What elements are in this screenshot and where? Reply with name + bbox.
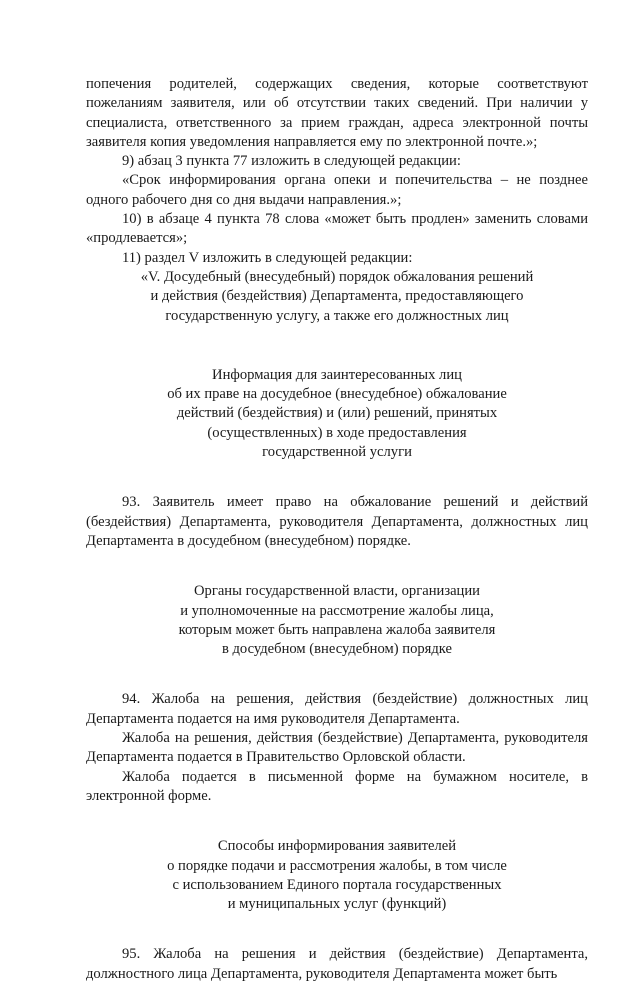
subheading-line: об их праве на досудебное (внесудебное) обжалование [167,386,507,403]
subheading-line: действий (бездействия) и (или) решений, принятых [176,405,498,422]
subheading-authorities [86,582,588,659]
section-v-heading-line: государственную услугу, а также его должностных лиц [165,307,509,324]
section-v-heading-line: и действия (бездействия) Департамента, предоставляющего [150,288,524,305]
subheading-informing-methods [86,837,588,914]
paragraph-item-10: 10) в абзаце 4 пункта 78 слова «может быть продлен» заменить словами «продлевается»; [86,211,588,247]
subheading-line: и уполномоченные на рассмотрение жалобы лица, [180,602,494,619]
section-v-heading [86,268,588,326]
subheading-line: Способы информирования заявителей [217,838,457,855]
paragraph-continuation: попечения родителей, содержащих сведения, которые соответствуют пожеланиям заявителя, или об отсутствии таких сведений. При наличии у специалиста, ответственного за прием граждан, адреса электронной почты заявителя копия уведомления направляется ему по электронной почте.»; [86,76,588,150]
paragraph-item-9: 9) абзац 3 пункта 77 изложить в следующей редакции: [122,153,461,170]
subheading-line: Органы государственной власти, организации [194,583,480,600]
paragraph-93: 93. Заявитель имеет право на обжалование решений и действий (бездействия) Департамента, руководителя Департамента, должностных лиц Департамента в досудебном (внесудебном) порядке. [86,494,588,549]
subheading-line: которым может быть направлена жалоба заявителя [178,621,496,638]
subheading-line: Информация для заинтересованных лиц [212,366,462,383]
subheading-line: государственной услуги [262,444,412,461]
paragraph-94: 94. Жалоба на решения, действия (бездействие) должностных лиц Департамента подается на имя руководителя Департамента. [86,691,588,727]
subheading-line: (осуществленных) в ходе предоставления [207,424,467,441]
paragraph-94-third: Жалоба подается в письменной форме на бумажном носителе, в электронной форме. [86,768,588,804]
subheading-line: в досудебном (внесудебном) порядке [221,641,453,658]
paragraph-item-11: 11) раздел V изложить в следующей редакции: [122,249,413,266]
subheading-line: о порядке подачи и рассмотрения жалобы, в том числе [167,857,507,874]
paragraph-quote-deadline: «Срок информирования органа опеки и попечительства – не позднее одного рабочего дня со дня выдачи направления.»; [86,172,588,208]
subheading-information [86,366,588,462]
section-v-heading-line: «V. Досудебный (внесудебный) порядок обжалования решений [140,268,534,285]
paragraph-94-second: Жалоба на решения, действия (бездействие) Департамента, руководителя Департамента подается в Правительство Орловской области. [86,730,588,766]
document-page [86,75,588,984]
paragraph-95: 95. Жалоба на решения и действия (бездействие) Департамента, должностного лица Департамента, руководителя Департамента может быть [86,946,588,982]
subheading-line: с использованием Единого портала государственных [172,876,502,893]
subheading-line: и муниципальных услуг (функций) [227,896,447,913]
